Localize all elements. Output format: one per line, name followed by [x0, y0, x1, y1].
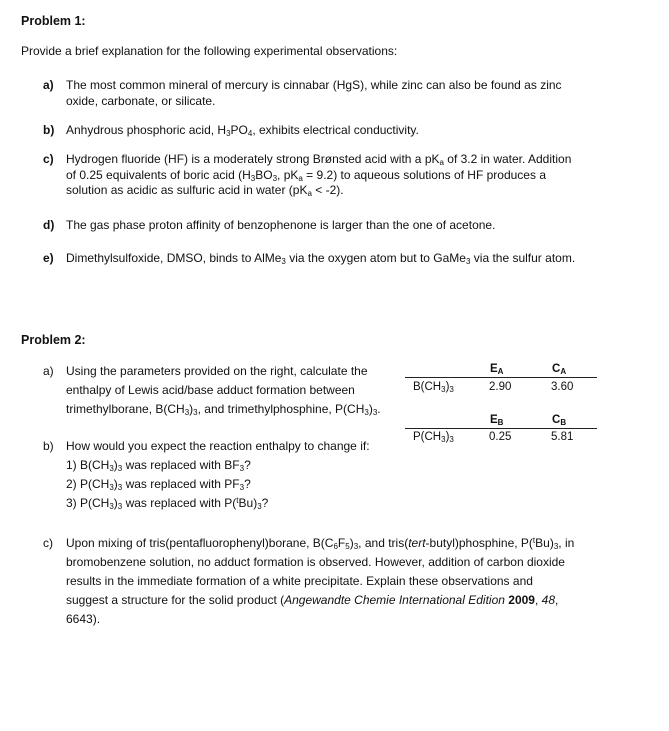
- line: oxide, carbonate, or silicate.: [66, 93, 216, 108]
- header-cb: $C_B$: [552, 414, 567, 427]
- line: of 0.25 equivalents of boric acid ($H_3BO_3$, $pK_a = 9.2$) to aqueous solutions of HF produces a: [66, 167, 546, 183]
- header-ca: $C_A$: [552, 363, 567, 376]
- item-label: a): [43, 78, 54, 92]
- problem-2-part-b: [66, 437, 370, 513]
- problem-2-title: Problem 2:: [21, 333, 86, 347]
- item-label: b): [43, 123, 55, 137]
- line: 6643).: [66, 612, 101, 626]
- problem-1-item-a: [66, 78, 562, 109]
- line: trimethylborane, $B(CH_3)_3$, and trimethylphosphine, $P(CH_3)_3$.: [66, 402, 381, 417]
- line: 3) $P(CH_3)_3$ was replaced with $P(^tBu)_3$?: [66, 496, 269, 511]
- base-name: $P(CH_3)_3$: [413, 431, 454, 444]
- line: bromobenzene solution, no adduct formation is observed. However, addition of carbon dioxide: [66, 555, 565, 569]
- line: 2) $P(CH_3)_3$ was replaced with $PF_3$?: [66, 477, 251, 492]
- problem-2-part-c: [66, 534, 626, 629]
- line: How would you expect the reaction enthalpy to change if:: [66, 439, 370, 453]
- problem-1-title: Problem 1:: [21, 14, 86, 28]
- table-rule: [405, 377, 597, 378]
- problem-1-item-c: [66, 152, 571, 199]
- problem-2-part-a: [66, 362, 381, 419]
- header-ea: $E_A$: [490, 363, 504, 376]
- line: Using the parameters provided on the right, calculate the: [66, 364, 368, 378]
- line: enthalpy of Lewis acid/base adduct formation between: [66, 383, 355, 397]
- line: Upon mixing of tris(pentafluorophenyl)borane, $B(C_6F_5)_3$, and tris(tert-butyl)phosphine, $P(^tBu)_3$, in: [66, 536, 575, 551]
- problem-1-intro: Provide a brief explanation for the following experimental observations:: [21, 44, 398, 58]
- line: suggest a structure for the solid product (Angewandte Chemie International Edition 2009, 48,: [66, 593, 559, 607]
- line: 1) $B(CH_3)_3$ was replaced with $BF_3$?: [66, 458, 251, 473]
- item-label: e): [43, 251, 54, 265]
- problem-1-item-e: Dimethylsulfoxide, DMSO, binds to AlMe$_3$ via the oxygen atom but to GaMe$_3$ via the sulfur atom.: [66, 251, 576, 266]
- item-label: b): [43, 439, 54, 453]
- table-rule: [405, 428, 597, 429]
- line: Hydrogen fluoride (HF) is a moderately strong Brønsted acid with a $pK_a$ of 3.2 in water. Addition: [66, 152, 572, 167]
- problem-1-item-b: Anhydrous phosphoric acid, $H_3PO_4$, exhibits electrical conductivity.: [66, 123, 419, 138]
- value-cb: 5.81: [551, 431, 574, 443]
- header-eb: $E_B$: [490, 414, 504, 427]
- line: The most common mineral of mercury is cinnabar (HgS), while zinc can also be found as zinc: [66, 78, 562, 92]
- value-eb: 0.25: [489, 431, 512, 443]
- item-label: c): [43, 536, 53, 550]
- problem-1-item-d: The gas phase proton affinity of benzophenone is larger than the one of acetone.: [66, 218, 496, 232]
- item-label: a): [43, 364, 54, 378]
- item-label: d): [43, 218, 55, 232]
- acid-name: $B(CH_3)_3$: [413, 381, 454, 394]
- line: results in the immediate formation of a white precipitate. Explain these observations and: [66, 574, 533, 588]
- line: solution as acidic as sulfuric acid in water $(pK_a < -2)$.: [66, 183, 344, 198]
- item-label: c): [43, 152, 54, 166]
- value-ca: 3.60: [551, 381, 574, 393]
- value-ea: 2.90: [489, 381, 512, 393]
